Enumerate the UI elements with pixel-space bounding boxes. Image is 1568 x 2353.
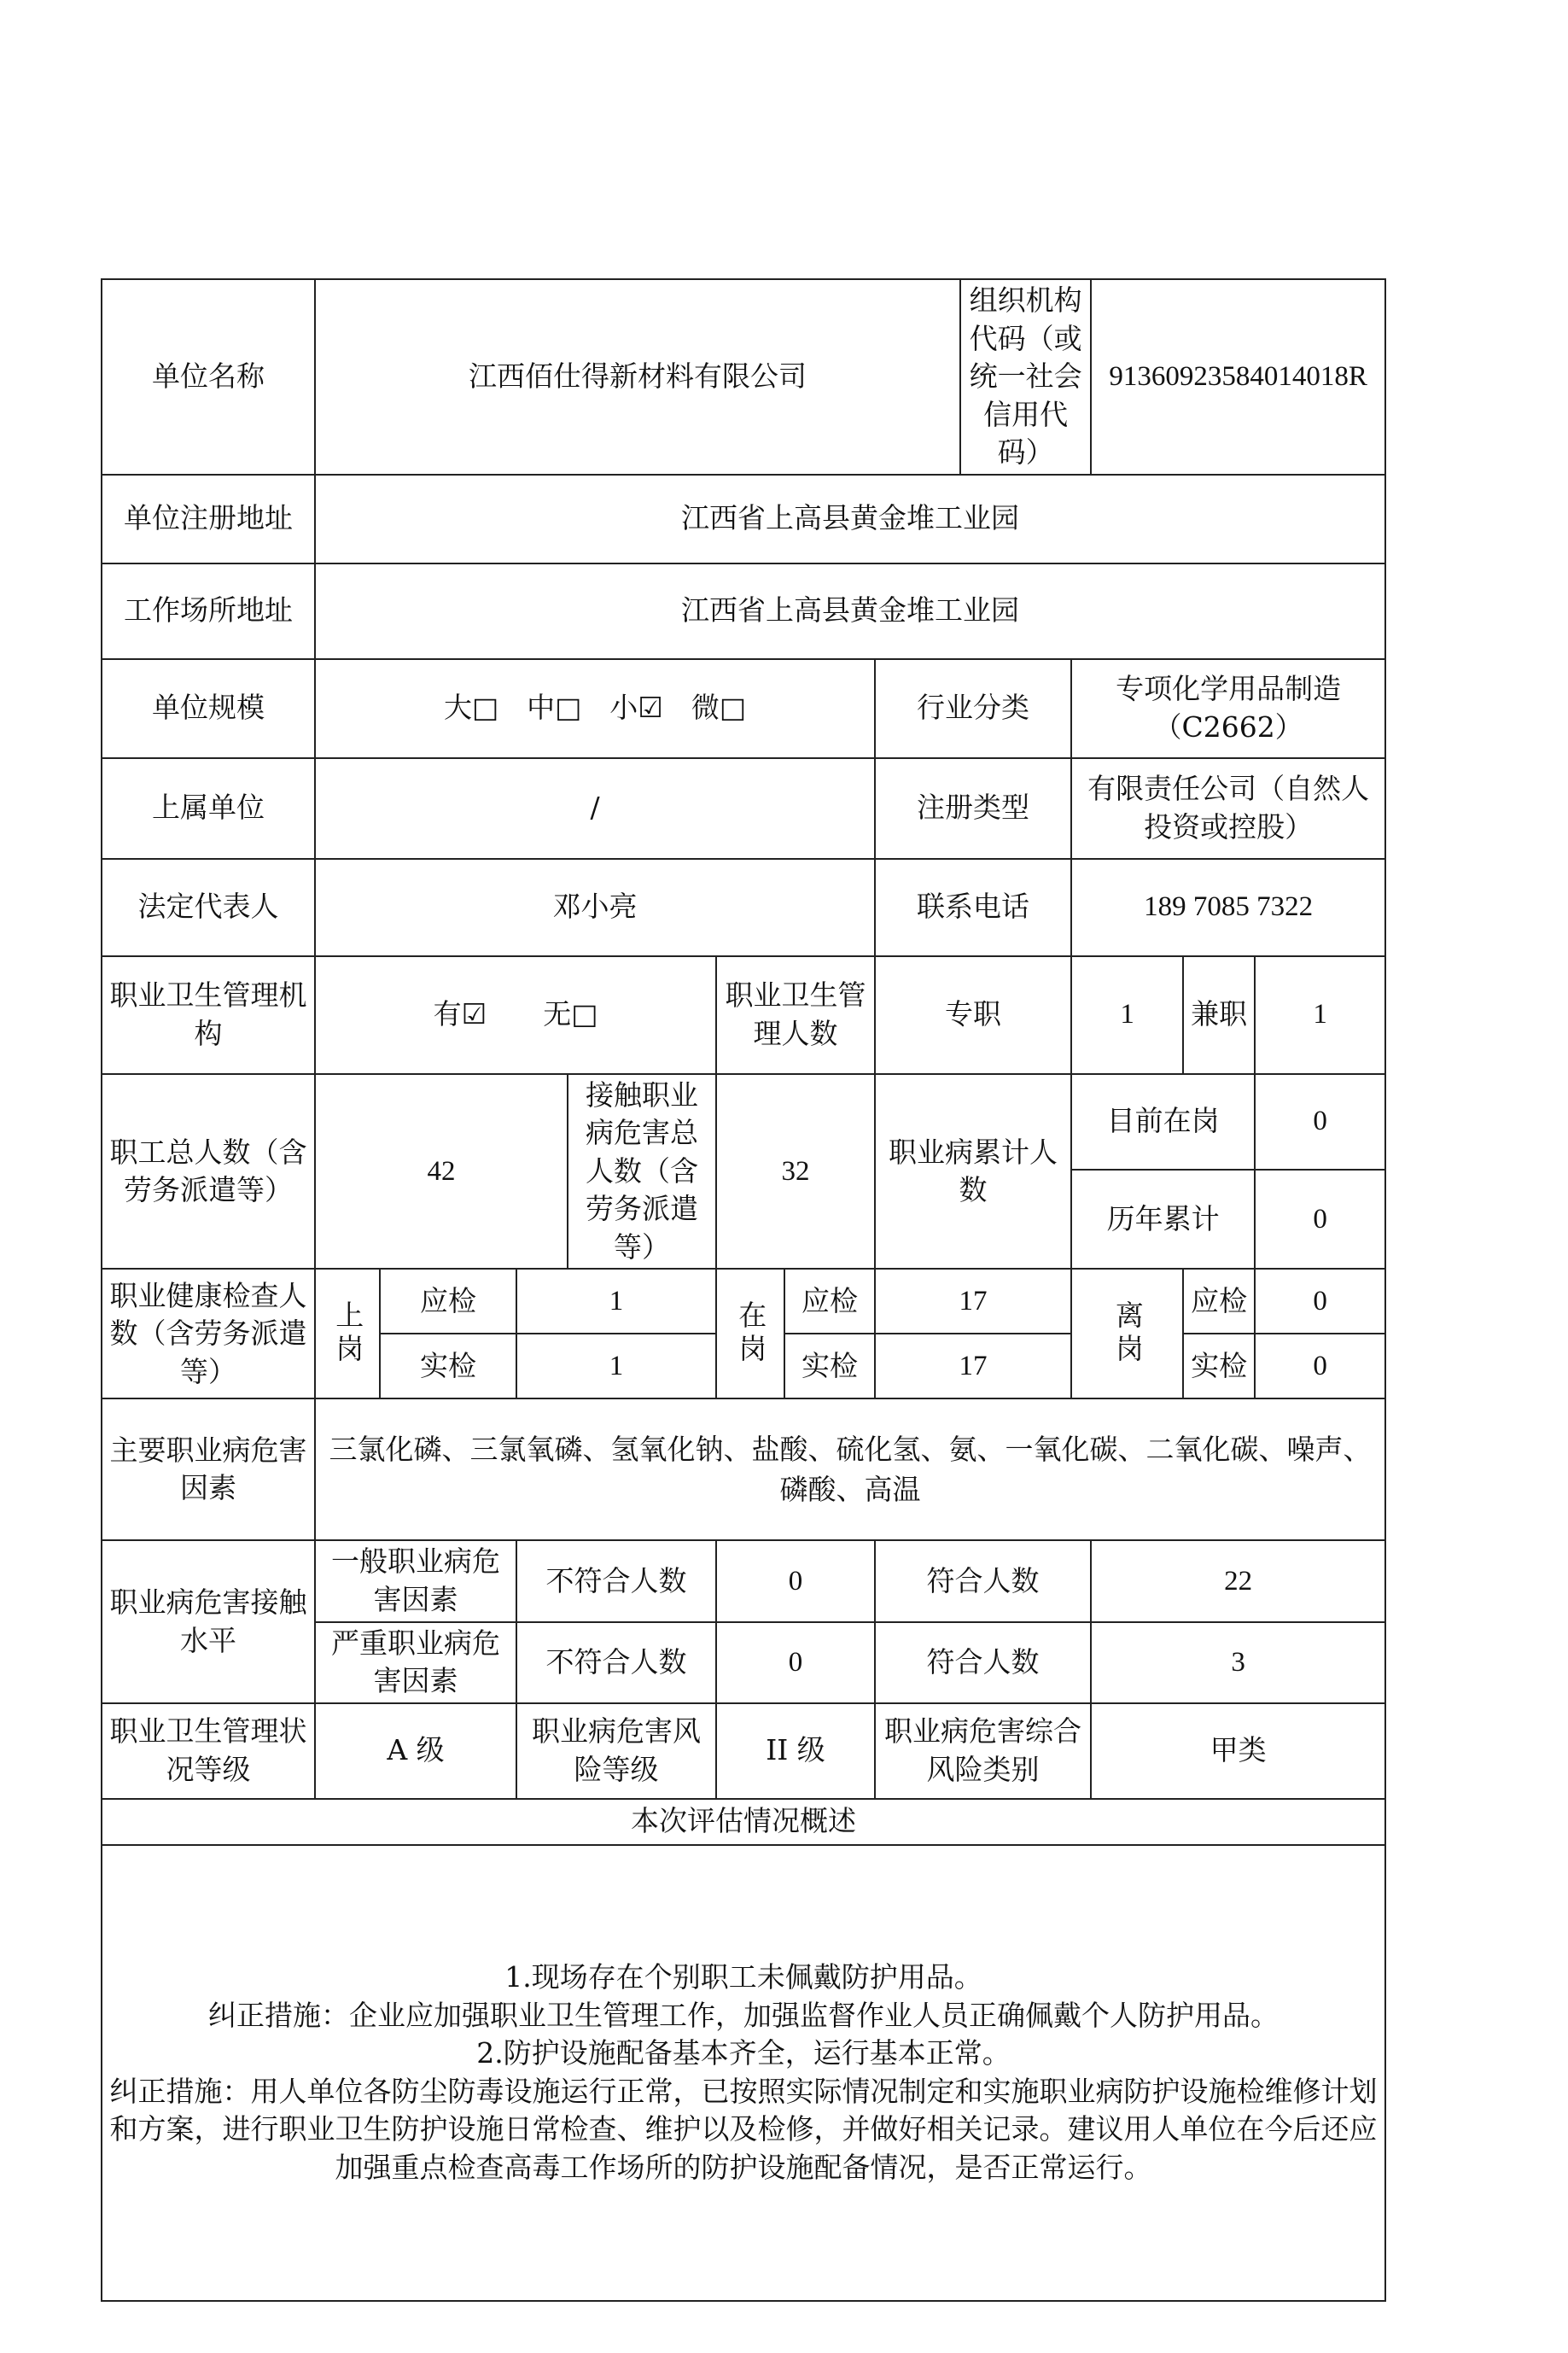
total-staff-value: 42 [315, 1074, 568, 1270]
history-label: 历年累计 [1071, 1170, 1255, 1270]
hazards-value: 三氯化磷、三氯氧磷、氢氧化钠、盐酸、硫化氢、氨、一氧化碳、二氧化碳、噪声、磷酸、高温 [315, 1398, 1385, 1540]
oh-staff-label: 职业卫生管理人数 [716, 956, 875, 1074]
fulltime-label: 专职 [875, 956, 1071, 1074]
severe-hazard-label: 严重职业病危害因素 [315, 1622, 516, 1703]
current-label: 目前在岗 [1071, 1074, 1255, 1170]
work-address-value: 江西省上高县黄金堆工业园 [315, 563, 1385, 659]
mgmt-grade-label: 职业卫生管理状况等级 [102, 1703, 315, 1799]
legal-rep-label: 法定代表人 [102, 859, 315, 956]
legal-rep-value: 邓小亮 [315, 859, 875, 956]
exposure-label: 职业病危害接触水平 [102, 1540, 315, 1702]
risk-grade-label: 职业病危害风险等级 [516, 1703, 716, 1799]
industry-label: 行业分类 [875, 659, 1071, 758]
general-hazard-label: 一般职业病危害因素 [315, 1540, 516, 1621]
scale-value: 大□ 中□ 小☑ 微□ [315, 659, 875, 758]
on-should-value: 17 [875, 1269, 1071, 1334]
summary-title: 本次评估情况概述 [102, 1799, 1385, 1845]
parttime-value: 1 [1255, 956, 1385, 1074]
summary-line: 2.防护设施配备基本齐全，运行基本正常。 [476, 2036, 1011, 2070]
phone-label: 联系电话 [875, 859, 1071, 956]
work-address-label: 工作场所地址 [102, 563, 315, 659]
off-job-label: 离岗 [1071, 1269, 1183, 1398]
cumulative-label: 职业病累计人数 [875, 1074, 1071, 1270]
pre-should-label: 应检 [380, 1269, 516, 1334]
severe-compliant-label: 符合人数 [875, 1622, 1091, 1703]
history-value: 0 [1255, 1170, 1385, 1270]
pre-job-label: 上岗 [315, 1269, 380, 1398]
oh-org-value: 有☑ 无□ [315, 956, 716, 1074]
on-actual-label: 实检 [784, 1334, 875, 1398]
exposed-staff-label: 接触职业病危害总人数（含劳务派遣等） [568, 1074, 716, 1270]
on-should-label: 应检 [784, 1269, 875, 1334]
general-compliant-label: 符合人数 [875, 1540, 1091, 1621]
fulltime-value: 1 [1071, 956, 1183, 1074]
reg-type-value: 有限责任公司（自然人投资或控股） [1071, 758, 1385, 859]
unit-name-label: 单位名称 [102, 279, 315, 475]
unit-name-value: 江西佰仕得新材料有限公司 [315, 279, 960, 475]
total-staff-label: 职工总人数（含劳务派遣等） [102, 1074, 315, 1270]
risk-category-label: 职业病危害综合风险类别 [875, 1703, 1091, 1799]
general-noncompliant-value: 0 [716, 1540, 875, 1621]
risk-category-value: 甲类 [1091, 1703, 1385, 1799]
summary-line: 纠正措施：企业应加强职业卫生管理工作，加强监督作业人员正确佩戴个人防护用品。 [208, 1998, 1279, 2032]
summary-body [102, 1845, 1385, 2301]
oh-org-label: 职业卫生管理机构 [102, 956, 315, 1074]
assessment-table [101, 278, 1386, 2302]
off-should-label: 应检 [1183, 1269, 1255, 1334]
scale-label: 单位规模 [102, 659, 315, 758]
pre-should-value: 1 [516, 1269, 716, 1334]
severe-noncompliant-label: 不符合人数 [516, 1622, 716, 1703]
reg-address-value: 江西省上高县黄金堆工业园 [315, 475, 1385, 563]
parent-unit-value: / [315, 758, 875, 859]
off-actual-label: 实检 [1183, 1334, 1255, 1398]
assessment-form [101, 278, 1384, 2302]
org-code-label: 组织机构代码（或统一社会信用代码） [960, 279, 1091, 475]
hazards-label: 主要职业病危害因素 [102, 1398, 315, 1540]
reg-address-label: 单位注册地址 [102, 475, 315, 563]
mgmt-grade-value: A 级 [315, 1703, 516, 1799]
parttime-label: 兼职 [1183, 956, 1255, 1074]
health-check-label: 职业健康检查人数（含劳务派遣等） [102, 1269, 315, 1398]
summary-line: 1.现场存在个别职工未佩戴防护用品。 [504, 1960, 982, 1994]
reg-type-label: 注册类型 [875, 758, 1071, 859]
on-job-label: 在岗 [716, 1269, 784, 1398]
parent-unit-label: 上属单位 [102, 758, 315, 859]
severe-compliant-value: 3 [1091, 1622, 1385, 1703]
general-compliant-value: 22 [1091, 1540, 1385, 1621]
off-actual-value: 0 [1255, 1334, 1385, 1398]
on-actual-value: 17 [875, 1334, 1071, 1398]
current-value: 0 [1255, 1074, 1385, 1170]
risk-grade-value: II 级 [716, 1703, 875, 1799]
summary-line: 纠正措施：用人单位各防尘防毒设施运行正常，已按照实际情况制定和实施职业病防护设施检维修计划和方案，进行职业卫生防护设施日常检查、维护以及检修，并做好相关记录。建议用人单位在今后还应加强重点检查高毒工作场所的防护设施配备情况，是否正常运行。 [109, 2074, 1378, 2184]
general-noncompliant-label: 不符合人数 [516, 1540, 716, 1621]
pre-actual-value: 1 [516, 1334, 716, 1398]
exposed-staff-value: 32 [716, 1074, 875, 1270]
pre-actual-label: 实检 [380, 1334, 516, 1398]
org-code-value: 91360923584014018R [1091, 279, 1385, 475]
severe-noncompliant-value: 0 [716, 1622, 875, 1703]
phone-value: 189 7085 7322 [1071, 859, 1385, 956]
off-should-value: 0 [1255, 1269, 1385, 1334]
industry-value: 专项化学用品制造（C2662） [1071, 659, 1385, 758]
